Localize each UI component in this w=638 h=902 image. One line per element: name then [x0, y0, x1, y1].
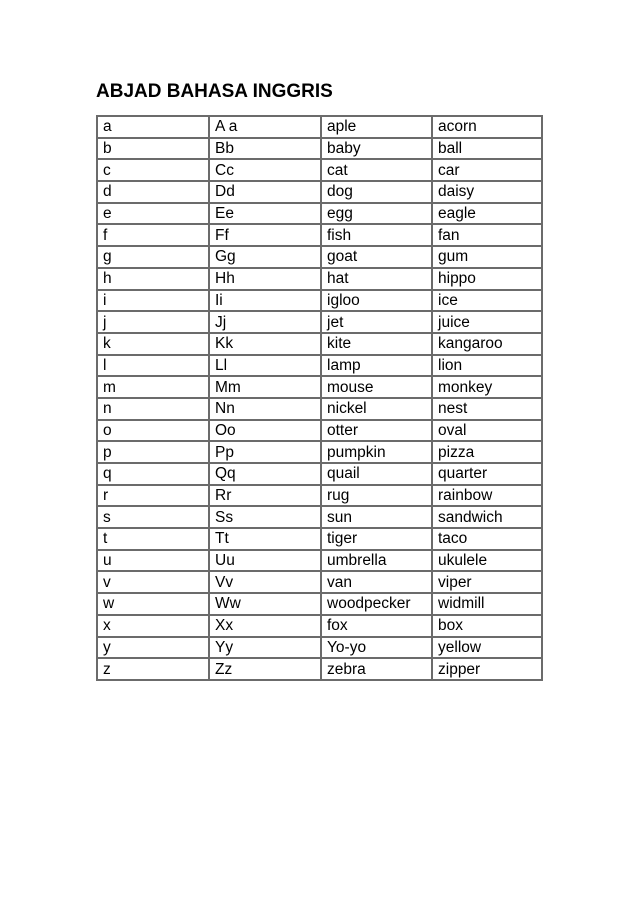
example-word-2-cell: quarter: [432, 463, 542, 485]
page-title: ABJAD BAHASA INGGRIS: [96, 81, 333, 102]
table-row: [97, 376, 542, 398]
example-word-cell: Yo-yo: [321, 637, 432, 659]
example-word-cell: rug: [321, 485, 432, 507]
example-word-cell: sun: [321, 506, 432, 528]
table-row: [97, 181, 542, 203]
example-word-2-cell: gum: [432, 246, 542, 268]
lowercase-letter-cell: x: [97, 615, 209, 637]
table-row: [97, 550, 542, 572]
table-row: [97, 615, 542, 637]
table-row: [97, 420, 542, 442]
example-word-cell: woodpecker: [321, 593, 432, 615]
example-word-cell: tiger: [321, 528, 432, 550]
letter-pair-cell: Rr: [209, 485, 321, 507]
example-word-cell: umbrella: [321, 550, 432, 572]
table-row: [97, 224, 542, 246]
letter-pair-cell: Zz: [209, 658, 321, 680]
lowercase-letter-cell: u: [97, 550, 209, 572]
lowercase-letter-cell: o: [97, 420, 209, 442]
lowercase-letter-cell: d: [97, 181, 209, 203]
letter-pair-cell: Kk: [209, 333, 321, 355]
example-word-cell: zebra: [321, 658, 432, 680]
lowercase-letter-cell: t: [97, 528, 209, 550]
letter-pair-cell: Ll: [209, 355, 321, 377]
letter-pair-cell: Xx: [209, 615, 321, 637]
example-word-2-cell: oval: [432, 420, 542, 442]
letter-pair-cell: Vv: [209, 571, 321, 593]
alphabet-table: [96, 115, 543, 681]
example-word-cell: nickel: [321, 398, 432, 420]
lowercase-letter-cell: v: [97, 571, 209, 593]
example-word-cell: aple: [321, 116, 432, 138]
letter-pair-cell: Dd: [209, 181, 321, 203]
table-row: [97, 246, 542, 268]
example-word-2-cell: viper: [432, 571, 542, 593]
example-word-cell: egg: [321, 203, 432, 225]
table-row: [97, 203, 542, 225]
example-word-2-cell: fan: [432, 224, 542, 246]
example-word-cell: goat: [321, 246, 432, 268]
table-row: [97, 485, 542, 507]
example-word-2-cell: juice: [432, 311, 542, 333]
table-row: [97, 528, 542, 550]
table-row: [97, 138, 542, 160]
lowercase-letter-cell: q: [97, 463, 209, 485]
example-word-cell: dog: [321, 181, 432, 203]
example-word-2-cell: acorn: [432, 116, 542, 138]
lowercase-letter-cell: b: [97, 138, 209, 160]
example-word-2-cell: lion: [432, 355, 542, 377]
table-row: [97, 658, 542, 680]
example-word-2-cell: monkey: [432, 376, 542, 398]
example-word-cell: kite: [321, 333, 432, 355]
table-row: [97, 290, 542, 312]
table-row: [97, 311, 542, 333]
example-word-2-cell: taco: [432, 528, 542, 550]
lowercase-letter-cell: p: [97, 441, 209, 463]
lowercase-letter-cell: s: [97, 506, 209, 528]
lowercase-letter-cell: i: [97, 290, 209, 312]
example-word-cell: otter: [321, 420, 432, 442]
letter-pair-cell: Oo: [209, 420, 321, 442]
example-word-cell: fish: [321, 224, 432, 246]
lowercase-letter-cell: e: [97, 203, 209, 225]
table-row: [97, 398, 542, 420]
table-row: [97, 463, 542, 485]
example-word-2-cell: nest: [432, 398, 542, 420]
example-word-2-cell: ball: [432, 138, 542, 160]
table-row: [97, 571, 542, 593]
lowercase-letter-cell: a: [97, 116, 209, 138]
lowercase-letter-cell: g: [97, 246, 209, 268]
example-word-2-cell: daisy: [432, 181, 542, 203]
table-row: [97, 593, 542, 615]
example-word-2-cell: sandwich: [432, 506, 542, 528]
lowercase-letter-cell: z: [97, 658, 209, 680]
example-word-2-cell: rainbow: [432, 485, 542, 507]
table-row: [97, 333, 542, 355]
lowercase-letter-cell: w: [97, 593, 209, 615]
letter-pair-cell: Ii: [209, 290, 321, 312]
example-word-2-cell: yellow: [432, 637, 542, 659]
table-row: [97, 637, 542, 659]
example-word-2-cell: car: [432, 159, 542, 181]
example-word-cell: quail: [321, 463, 432, 485]
letter-pair-cell: Qq: [209, 463, 321, 485]
example-word-cell: fox: [321, 615, 432, 637]
example-word-cell: cat: [321, 159, 432, 181]
lowercase-letter-cell: n: [97, 398, 209, 420]
letter-pair-cell: Ww: [209, 593, 321, 615]
example-word-2-cell: kangaroo: [432, 333, 542, 355]
example-word-2-cell: pizza: [432, 441, 542, 463]
example-word-2-cell: hippo: [432, 268, 542, 290]
letter-pair-cell: Bb: [209, 138, 321, 160]
example-word-cell: hat: [321, 268, 432, 290]
lowercase-letter-cell: r: [97, 485, 209, 507]
letter-pair-cell: A a: [209, 116, 321, 138]
lowercase-letter-cell: k: [97, 333, 209, 355]
example-word-cell: pumpkin: [321, 441, 432, 463]
lowercase-letter-cell: m: [97, 376, 209, 398]
letter-pair-cell: Gg: [209, 246, 321, 268]
lowercase-letter-cell: l: [97, 355, 209, 377]
lowercase-letter-cell: j: [97, 311, 209, 333]
example-word-2-cell: widmill: [432, 593, 542, 615]
example-word-cell: jet: [321, 311, 432, 333]
lowercase-letter-cell: h: [97, 268, 209, 290]
letter-pair-cell: Ss: [209, 506, 321, 528]
table-body: [97, 116, 542, 680]
letter-pair-cell: Tt: [209, 528, 321, 550]
table-row: [97, 116, 542, 138]
lowercase-letter-cell: y: [97, 637, 209, 659]
letter-pair-cell: Hh: [209, 268, 321, 290]
table-row: [97, 506, 542, 528]
example-word-cell: mouse: [321, 376, 432, 398]
example-word-cell: igloo: [321, 290, 432, 312]
example-word-cell: van: [321, 571, 432, 593]
example-word-cell: baby: [321, 138, 432, 160]
table-row: [97, 268, 542, 290]
letter-pair-cell: Uu: [209, 550, 321, 572]
example-word-2-cell: zipper: [432, 658, 542, 680]
table-row: [97, 159, 542, 181]
lowercase-letter-cell: f: [97, 224, 209, 246]
example-word-2-cell: ice: [432, 290, 542, 312]
letter-pair-cell: Ff: [209, 224, 321, 246]
letter-pair-cell: Yy: [209, 637, 321, 659]
example-word-cell: lamp: [321, 355, 432, 377]
letter-pair-cell: Ee: [209, 203, 321, 225]
example-word-2-cell: ukulele: [432, 550, 542, 572]
letter-pair-cell: Nn: [209, 398, 321, 420]
table-row: [97, 355, 542, 377]
letter-pair-cell: Pp: [209, 441, 321, 463]
letter-pair-cell: Jj: [209, 311, 321, 333]
letter-pair-cell: Cc: [209, 159, 321, 181]
table-row: [97, 441, 542, 463]
example-word-2-cell: eagle: [432, 203, 542, 225]
letter-pair-cell: Mm: [209, 376, 321, 398]
example-word-2-cell: box: [432, 615, 542, 637]
lowercase-letter-cell: c: [97, 159, 209, 181]
